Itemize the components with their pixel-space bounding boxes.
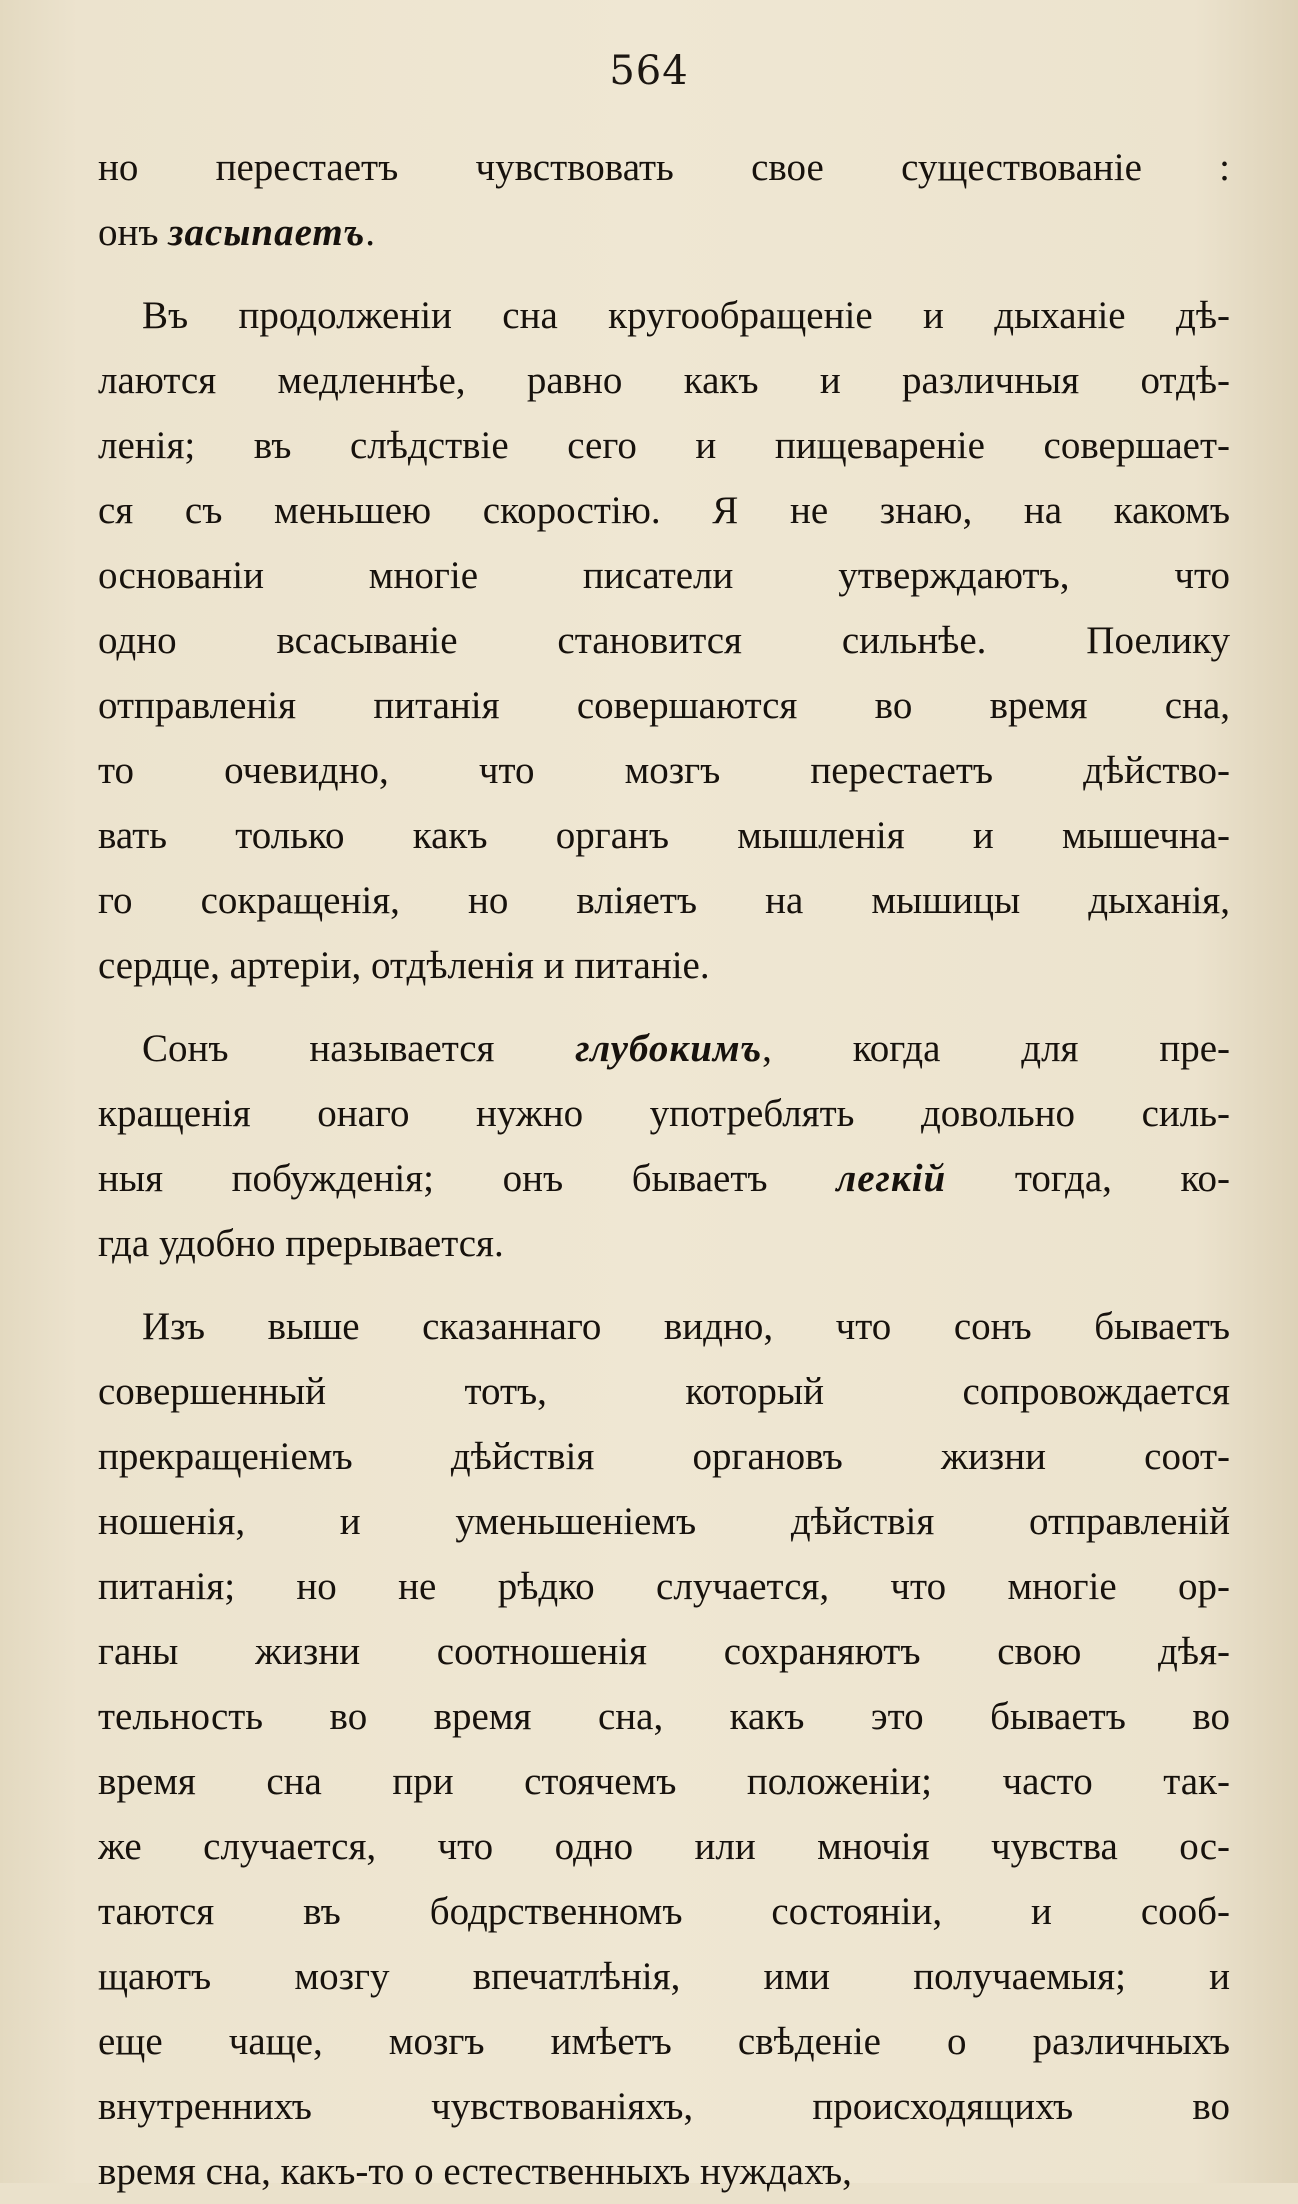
- text-line: [98, 933, 1230, 998]
- text-line: [98, 1359, 1230, 1424]
- text-line: [98, 1814, 1230, 1879]
- text-run: гда удобно прерывается.: [98, 1222, 504, 1265]
- text-run: ся съ меньшею скоростію. Я не знаю, на какомъ: [98, 489, 1230, 532]
- text-run: совершенный тотъ, который сопровождается: [98, 1370, 1230, 1413]
- paragraph: [98, 1294, 1230, 2204]
- text-run: одно всасываніе становится сильнѣе. Поелику: [98, 619, 1230, 662]
- text-line: [98, 1146, 1230, 1211]
- page-number: 564: [609, 48, 689, 94]
- text-run: го сокращенія, но вліяетъ на мышицы дыханія,: [98, 879, 1230, 922]
- text-line: [98, 1424, 1230, 1489]
- body-text: [98, 135, 1230, 2204]
- text-line: [98, 1489, 1230, 1554]
- text-run: внутреннихъ чувствованіяхъ, происходящихъ во: [98, 2085, 1230, 2128]
- text-line: [98, 135, 1230, 200]
- text-run: .: [365, 211, 376, 254]
- text-run: , когда для пре-: [762, 1027, 1230, 1070]
- text-line: [98, 2139, 1230, 2204]
- text-line: [98, 803, 1230, 868]
- emphasized-term: засыпаетъ: [168, 211, 366, 254]
- text-run: онъ: [98, 211, 169, 254]
- text-line: [98, 673, 1230, 738]
- text-run: ганы жизни соотношенія сохраняютъ свою дѣя-: [98, 1630, 1230, 1673]
- text-line: [98, 478, 1230, 543]
- text-line: [98, 1016, 1230, 1081]
- text-run: время сна при стоячемъ положеніи; часто так-: [98, 1760, 1230, 1803]
- text-line: [98, 283, 1230, 348]
- text-line: [98, 1211, 1230, 1276]
- text-line: [98, 1684, 1230, 1749]
- text-run: лаются медленнѣе, равно какъ и различныя отдѣ-: [98, 359, 1230, 402]
- text-line: [98, 738, 1230, 803]
- emphasized-term: легкій: [836, 1157, 947, 1200]
- text-line: [98, 2009, 1230, 2074]
- emphasized-term: глубокимъ: [575, 1027, 763, 1070]
- text-run: ныя побужденія; онъ бываетъ: [98, 1157, 837, 1200]
- text-run: Сонъ называется: [142, 1027, 576, 1070]
- text-run: питанія; но не рѣдко случается, что многіе ор-: [98, 1565, 1230, 1608]
- paragraph: [98, 283, 1230, 998]
- text-line: [98, 1294, 1230, 1359]
- paragraph: [98, 135, 1230, 265]
- text-run: то очевидно, что мозгъ перестаетъ дѣйство-: [98, 749, 1230, 792]
- text-run: основаніи многіе писатели утверждаютъ, что: [98, 554, 1230, 597]
- text-run: время сна, какъ-то о естественныхъ нуждахъ,: [98, 2150, 852, 2193]
- text-run: сердце, артеріи, отдѣленія и питаніе.: [98, 944, 710, 987]
- text-line: [98, 348, 1230, 413]
- paragraph: [98, 1016, 1230, 1276]
- text-run: ленія; въ слѣдствіе сего и пищевареніе совершает-: [98, 424, 1230, 467]
- text-line: [98, 1879, 1230, 1944]
- text-line: [98, 2074, 1230, 2139]
- text-run: Изъ выше сказаннаго видно, что сонъ бываетъ: [142, 1305, 1230, 1348]
- text-run: ношенія, и уменьшеніемъ дѣйствія отправленій: [98, 1500, 1230, 1543]
- text-run: еще чаще, мозгъ имѣетъ свѣденіе о различныхъ: [98, 2020, 1230, 2063]
- text-line: [98, 413, 1230, 478]
- text-run: тогда, ко-: [946, 1157, 1230, 1200]
- text-line: [98, 608, 1230, 673]
- text-line: [98, 200, 1230, 265]
- text-run: прекращеніемъ дѣйствія органовъ жизни соот-: [98, 1435, 1230, 1478]
- text-line: [98, 543, 1230, 608]
- text-line: [98, 1619, 1230, 1684]
- text-run: Въ продолженіи сна кругообращеніе и дыханіе дѣ-: [142, 294, 1230, 337]
- text-run: но перестаетъ чувствовать свое существованіе :: [98, 146, 1230, 189]
- text-line: [98, 1749, 1230, 1814]
- text-line: [98, 1081, 1230, 1146]
- text-run: тельность во время сна, какъ это бываетъ во: [98, 1695, 1230, 1738]
- text-line: [98, 868, 1230, 933]
- text-line: [98, 1944, 1230, 2009]
- text-run: щаютъ мозгу впечатлѣнія, ими получаемыя; и: [98, 1955, 1230, 1998]
- text-line: [98, 1554, 1230, 1619]
- text-run: кращенія онаго нужно употреблять довольно силь-: [98, 1092, 1230, 1135]
- text-run: отправленія питанія совершаются во время сна,: [98, 684, 1230, 727]
- text-run: же случается, что одно или мночія чувства ос-: [98, 1825, 1230, 1868]
- text-run: таются въ бодрственномъ состояніи, и сооб-: [98, 1890, 1230, 1933]
- text-run: вать только какъ органъ мышленія и мышечна-: [98, 814, 1230, 857]
